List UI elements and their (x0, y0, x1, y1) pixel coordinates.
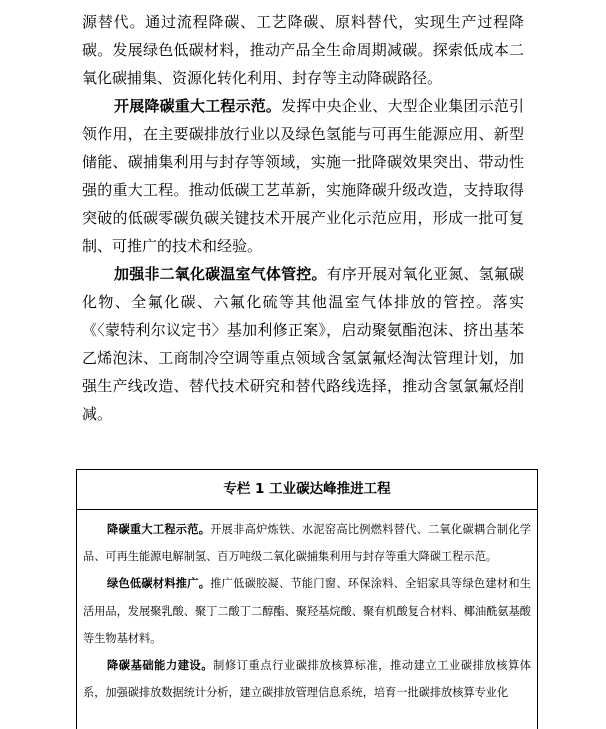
box-body (77, 510, 537, 706)
paragraph-text: 有序开展对氧化亚氮、氢氟碳化物、全氟化碳、六氟化硫等其他温室气体排放的管控。落实《〈蒙特利尔议定书〉基加利修正案》，启动聚氨酯泡沫、挤出基苯乙烯泡沫、工商制冷空调等重点领域含氢氯氟烃淘汰管理计划，加强生产线改造、替代技术研究和替代路线选择，推动含氢氯氟烃削减。 (82, 265, 524, 423)
body-paragraph (0, 260, 606, 428)
box-item-text: 推广低碳胶凝、节能门窗、环保涂料、全铝家具等绿色建材和生活用品，发展聚乳酸、聚丁二酸丁二醇酯、聚羟基烷酸、聚有机酸复合材料、椰油酰氨基酸等生物基材料。 (83, 577, 531, 645)
box-title: 专栏 1 工业碳达峰推进工程 (77, 470, 537, 510)
box-item (83, 570, 531, 652)
body-paragraph (0, 92, 606, 260)
paragraph-text: 源替代。通过流程降碳、工艺降碳、原料替代，实现生产过程降碳。发展绿色低碳材料，推动产品全生命周期减碳。探索低成本二氧化碳捕集、资源化转化利用、封存等主动降碳路径。 (82, 13, 524, 87)
box-item (83, 652, 531, 706)
box-item-heading: 绿色低碳材料推广。 (107, 577, 211, 591)
box-item-heading: 降碳基础能力建设。 (107, 659, 214, 673)
box-item-text: 制修订重点行业碳排放核算标准，推动建立工业碳排放核算体系，加强碳排放数据统计分析，建立碳排放管理信息系统，培育一批碳排放核算专业化 (83, 659, 531, 700)
box-item-text: 开展非高炉炼铁、水泥窑高比例燃料替代、二氧化碳耦合制化学品、可再生能源电解制氢、百万吨级二氧化碳捕集利用与封存等重大降碳工程示范。 (83, 523, 531, 564)
paragraph-heading: 开展降碳重大工程示范。 (114, 97, 282, 115)
sidebar-box (76, 469, 538, 729)
body-paragraph (0, 8, 606, 92)
box-item (83, 516, 531, 570)
box-item-heading: 降碳重大工程示范。 (107, 523, 211, 536)
paragraph-heading: 加强非二氧化碳温室气体管控。 (114, 265, 327, 283)
paragraph-text: 发挥中央企业、大型企业集团示范引领作用，在主要碳排放行业以及绿色氢能与可再生能源应用、新型储能、碳捕集利用与封存等领域，实施一批降碳效果突出、带动性强的重大工程。推动低碳工艺革新，实施降碳升级改造，支持取得突破的低碳零碳负碳关键技术开展产业化示范应用，形成一批可复制、可推广的技术和经验。 (82, 97, 524, 255)
